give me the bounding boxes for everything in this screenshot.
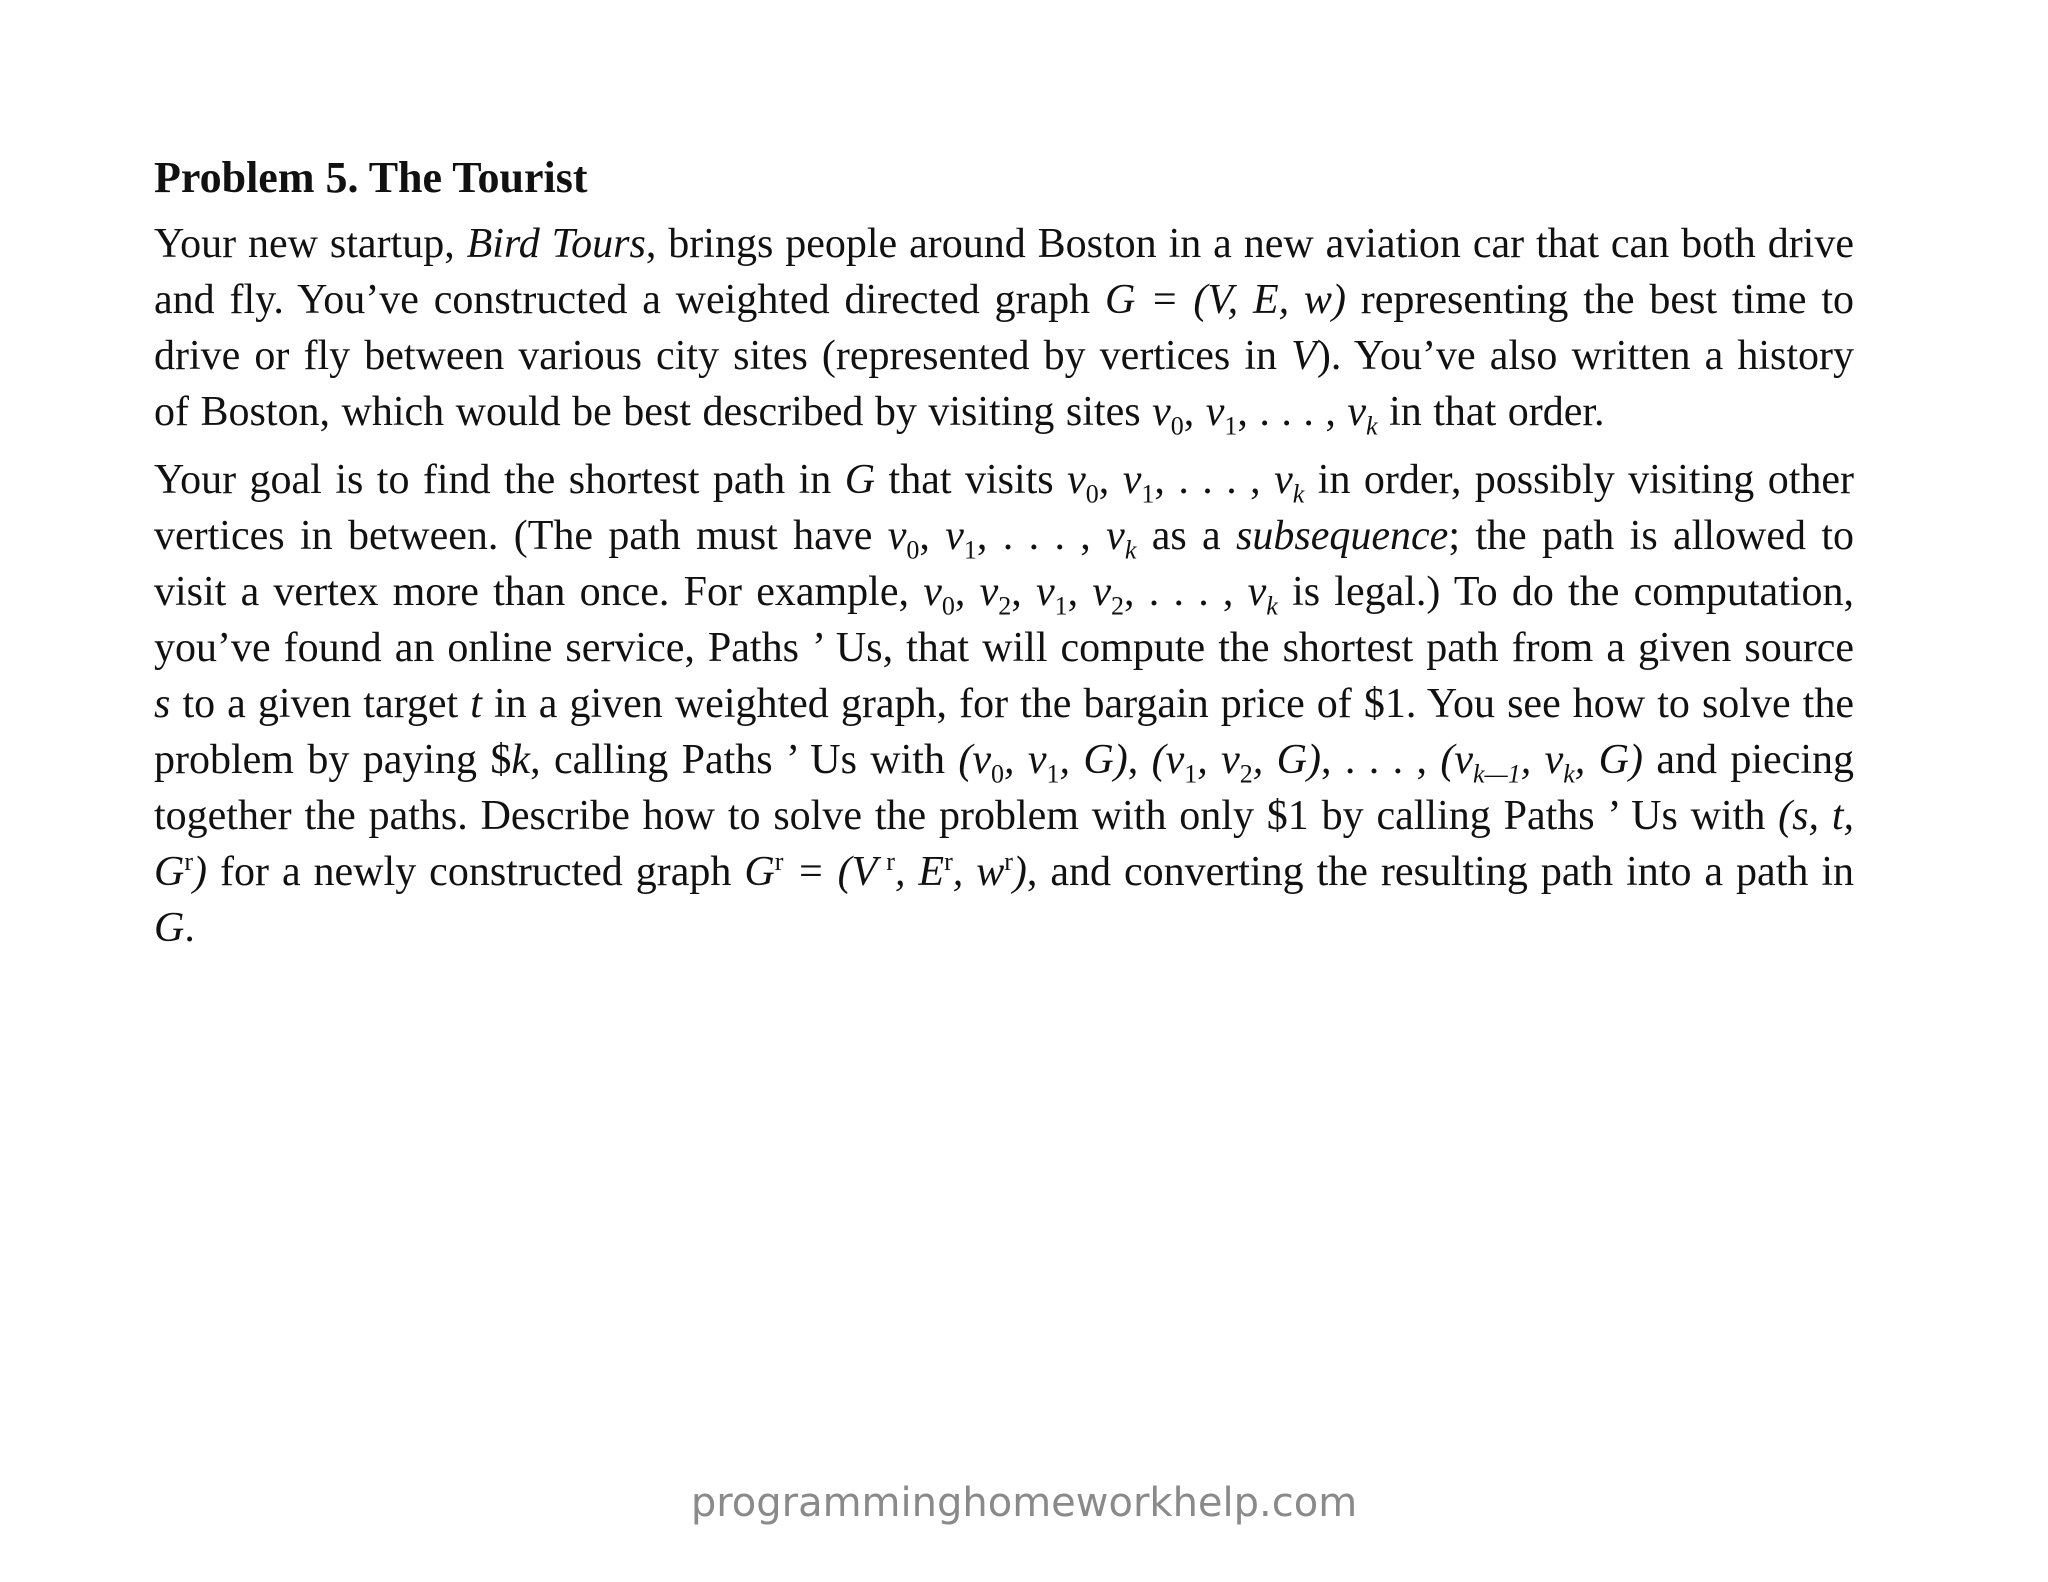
text: , . . . , [1237, 389, 1348, 435]
text: , and converting the resulting path into a path in [1026, 849, 1855, 895]
text: ). You’ve also written a history of Boston, which would be best described by visiting sites [154, 333, 1854, 435]
math-symbol: v [1205, 389, 1225, 435]
problem-paragraph-2 [154, 452, 1854, 956]
math-symbol: v [1247, 569, 1267, 615]
math-symbol: t [470, 681, 482, 727]
subscript: 0 [1085, 479, 1099, 509]
text: , [1127, 737, 1152, 783]
math-symbol: v [979, 569, 999, 615]
math-expr: , v [1004, 737, 1047, 783]
math-expr: , v [1520, 737, 1564, 783]
subscript: 0 [1170, 411, 1184, 441]
text: Your new startup, [154, 221, 467, 267]
text: , brings people around Boston in a new aviation car that can both drive and fly. You’ve constructed a weighted directed graph [154, 221, 1854, 323]
text: in that order. [1377, 389, 1605, 435]
subscript: 2 [1239, 759, 1253, 789]
math-symbol: v [1122, 457, 1142, 503]
math-expr: (v [1151, 737, 1185, 783]
text: , . . . , [1154, 457, 1275, 503]
superscript: r [944, 847, 953, 876]
subscript: 0 [906, 535, 920, 565]
subscript: k [1366, 411, 1378, 441]
footer-watermark: programminghomeworkhelp.com [690, 1480, 1358, 1526]
math-symbol: k [511, 737, 531, 783]
math-expr: (v [958, 737, 991, 783]
text: , [1098, 457, 1123, 503]
text: to a given target [170, 681, 471, 727]
graph-notation: G = (V, E, w) [1105, 277, 1346, 323]
problem-page [154, 150, 1854, 968]
subscript: k—1 [1473, 759, 1521, 789]
subscript: 1 [1184, 759, 1198, 789]
text: Your goal is to find the shortest path in [154, 457, 845, 503]
text: , [954, 569, 980, 615]
subscript: 1 [1224, 411, 1238, 441]
subscript: 1 [1054, 591, 1068, 621]
text: , calling Paths ’ Us with [530, 737, 959, 783]
math-symbol: v [1067, 457, 1086, 503]
math-symbol: V [1291, 333, 1317, 379]
subscript: 2 [1111, 591, 1125, 621]
math-symbol: v [945, 513, 964, 559]
text: . [184, 905, 195, 951]
text: in a given weighted graph, for the bargain price of $1. You see how to solve the problem by paying $ [154, 681, 1854, 783]
subscript: 0 [991, 759, 1004, 789]
emphasis-subsequence: subsequence [1236, 513, 1449, 559]
text: is legal.) To do the computation, you’ve found an online service, Paths ’ Us, that will compute the shortest path from a given source [154, 569, 1855, 671]
math-symbol: v [1035, 569, 1055, 615]
math-expr: G [744, 849, 775, 895]
math-symbol: G [844, 457, 876, 503]
math-expr: , G) [1059, 737, 1128, 783]
math-expr: , G) [1574, 737, 1643, 783]
text: in order, possibly visiting other vertices in between. (The path must have [154, 457, 1855, 559]
subscript: 0 [941, 591, 955, 621]
math-expr: , v [1197, 737, 1240, 783]
superscript: r [1004, 847, 1013, 876]
subscript: 1 [1141, 479, 1155, 509]
subscript: 2 [998, 591, 1012, 621]
text: representing the best time to drive or fly between various city sites (represented by vertices in [154, 277, 1854, 379]
text: , . . . , [1124, 569, 1248, 615]
text: that visits [875, 457, 1068, 503]
subscript: 1 [963, 535, 977, 565]
math-expr: ) [1012, 849, 1027, 895]
problem-title: Problem 5. The Tourist [154, 153, 588, 202]
text: for a newly constructed graph [207, 849, 745, 895]
text: and piecing together the paths. Describe how to solve the problem with only $1 by calling Paths ’ Us with [154, 737, 1855, 839]
text: , . . . , [976, 513, 1107, 559]
math-symbol: v [1347, 389, 1367, 435]
math-symbol: v [887, 513, 907, 559]
math-symbol: v [1092, 569, 1112, 615]
math-symbol: v [1274, 457, 1293, 503]
text: as a [1136, 513, 1237, 559]
math-expr: , w [952, 849, 1005, 895]
math-expr: (s, t, G [154, 793, 1854, 895]
math-symbol: v [1106, 513, 1125, 559]
math-expr: , G) [1252, 737, 1321, 783]
superscript: r [184, 847, 194, 876]
text: , [1183, 389, 1206, 435]
problem-paragraph-1 [154, 216, 1854, 440]
company-name: Bird Tours [466, 221, 646, 267]
math-expr: , E [894, 849, 945, 895]
superscript: r [774, 847, 784, 876]
subscript: k [1292, 479, 1305, 509]
text: ; the path is allowed to visit a vertex more than once. For example, [154, 513, 1854, 615]
math-expr: = (V [783, 849, 878, 895]
math-symbol: v [923, 569, 942, 615]
subscript: k [1563, 759, 1575, 789]
superscript: r [877, 847, 895, 876]
text: , [919, 513, 946, 559]
math-expr: (v [1440, 737, 1474, 783]
subscript: k [1124, 535, 1137, 565]
subscript: 1 [1046, 759, 1060, 789]
subscript: k [1266, 591, 1278, 621]
math-symbol: s [154, 681, 171, 727]
math-symbol: G [154, 905, 185, 951]
text: , [1067, 569, 1093, 615]
text: , [1011, 569, 1036, 615]
math-symbol: v [1152, 389, 1171, 435]
text: , . . . , [1321, 737, 1441, 783]
math-expr: ) [193, 849, 208, 895]
